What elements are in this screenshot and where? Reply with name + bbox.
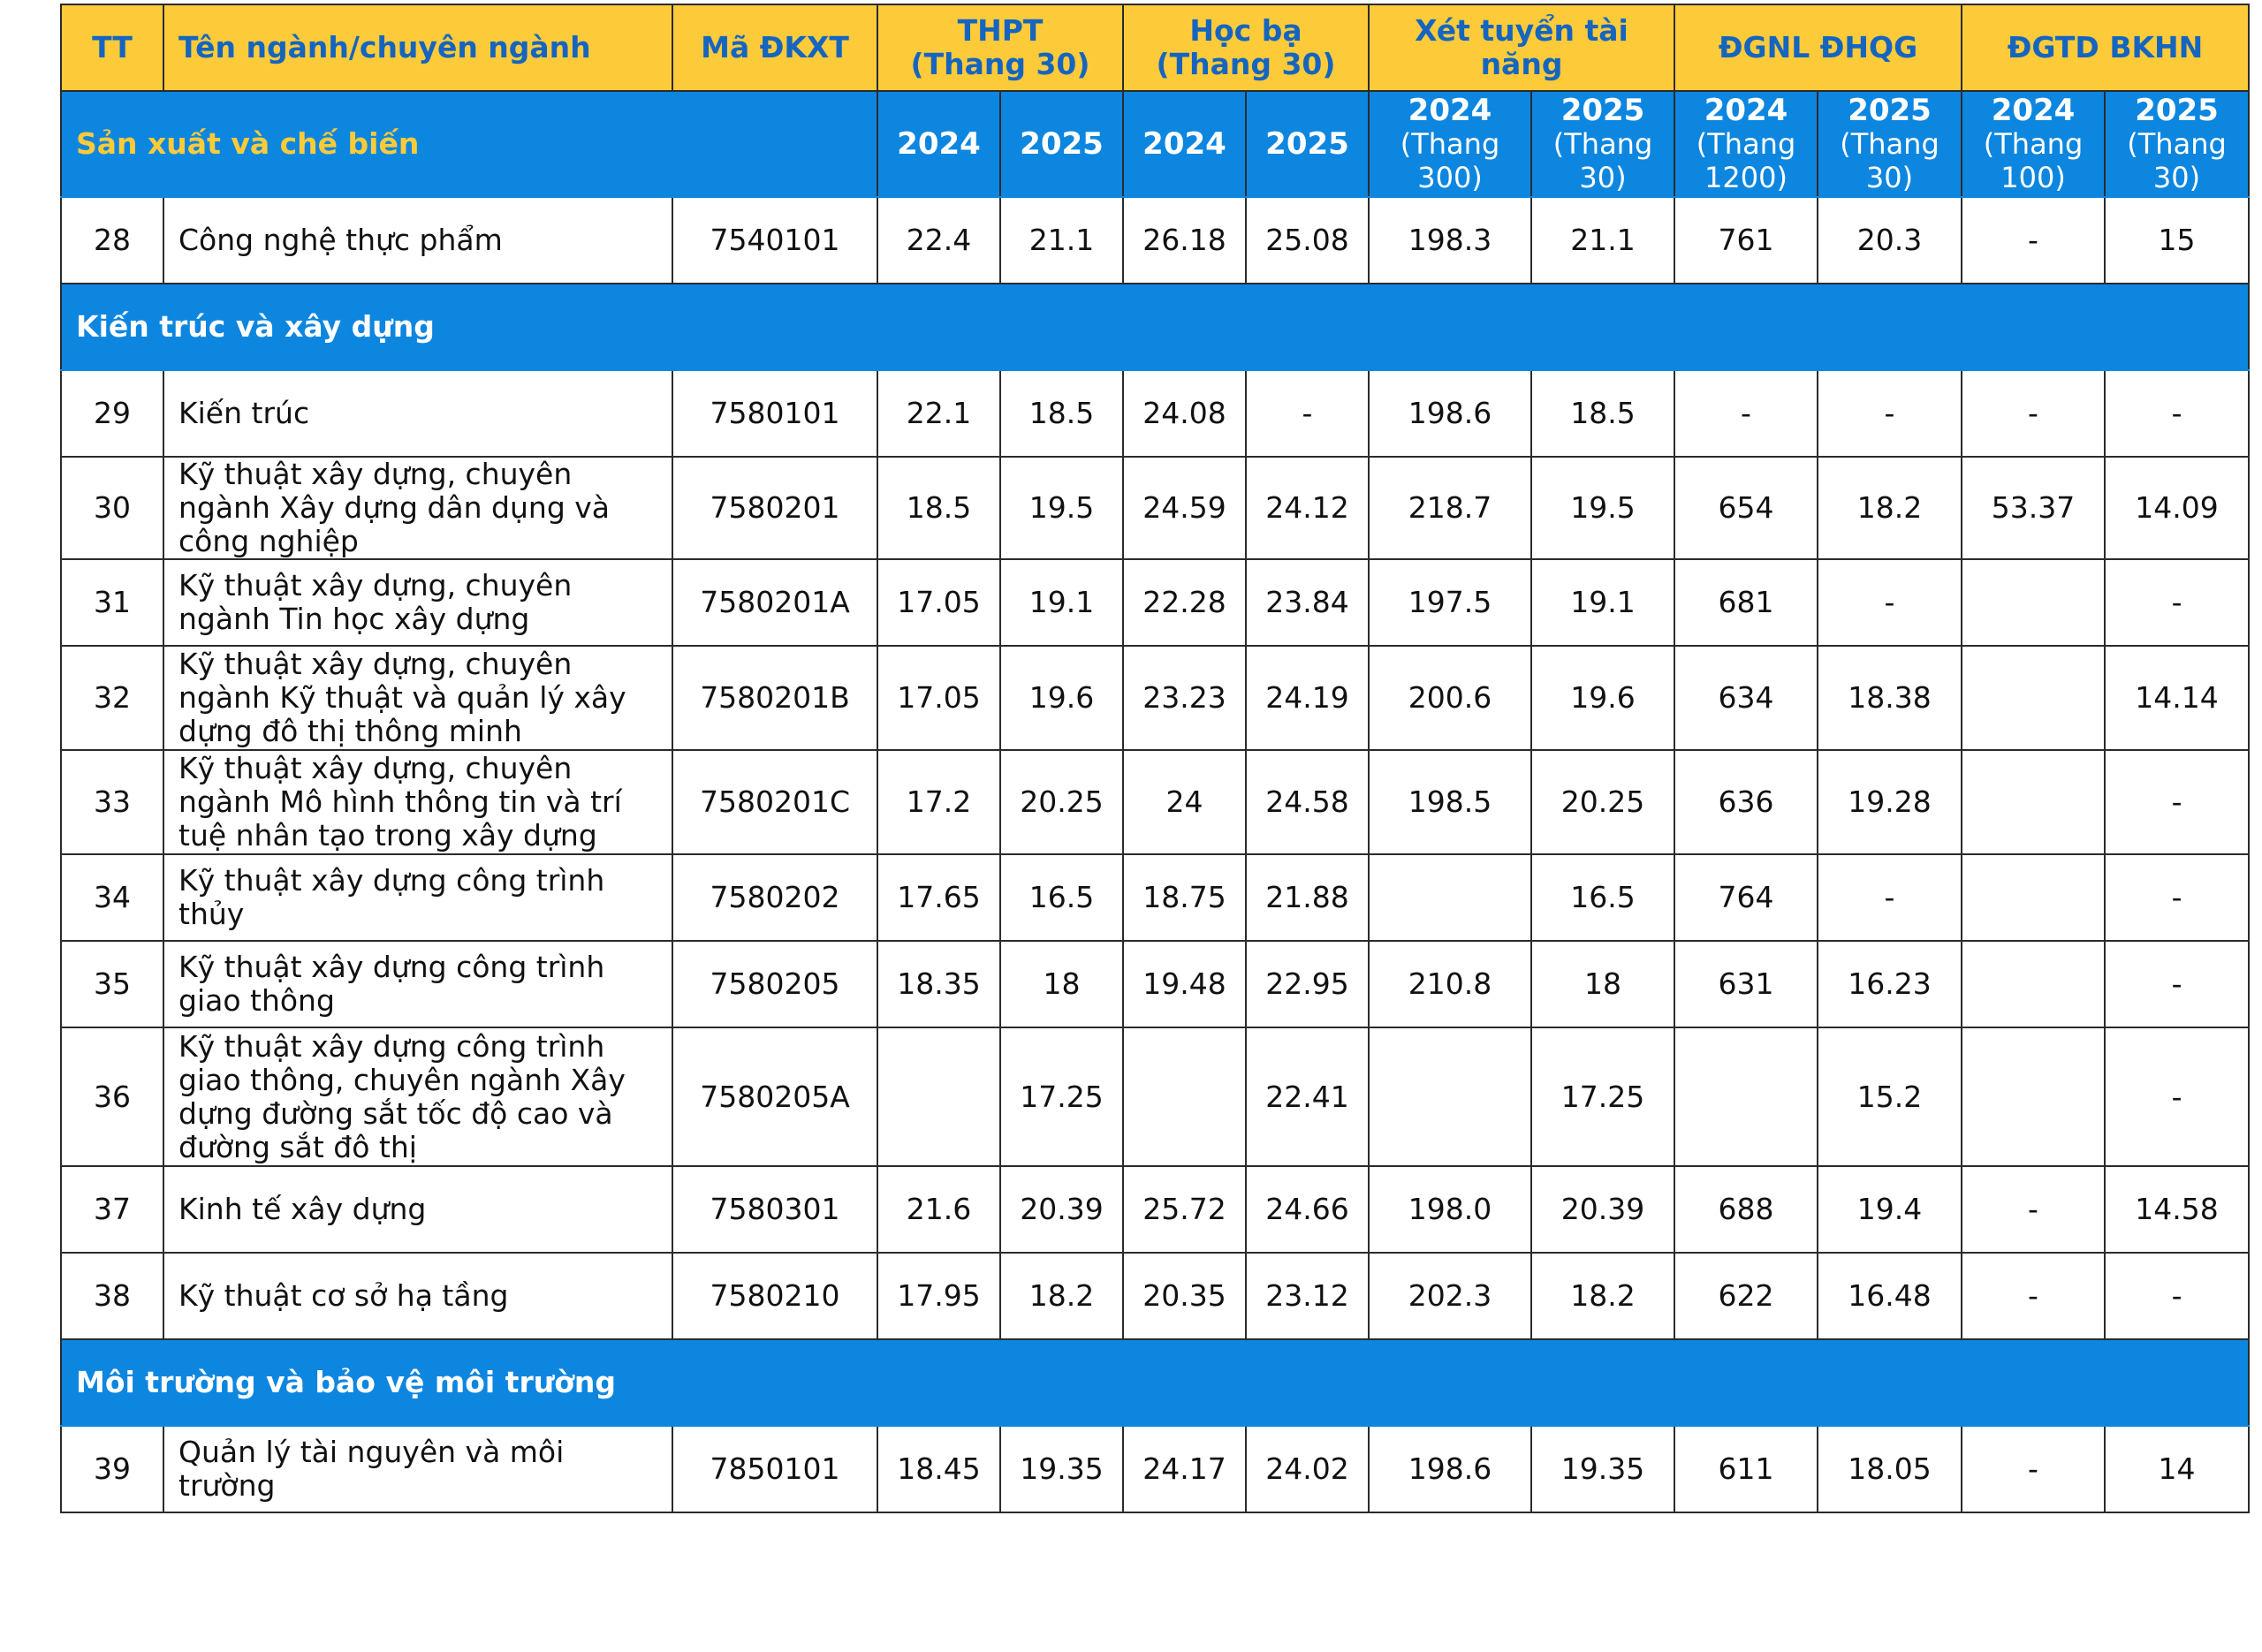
cell-score: 20.39 — [1000, 1166, 1123, 1253]
cell-code: 7580201A — [672, 559, 877, 646]
cell-score: 24.12 — [1246, 457, 1369, 559]
cell-code: 7580201C — [672, 750, 877, 854]
year-scale-cell: 2025 (Thang 30) — [1531, 91, 1674, 197]
cell-score: 16.5 — [1531, 854, 1674, 941]
col-thpt: THPT (Thang 30) — [877, 4, 1123, 91]
cell-score: 15.2 — [1818, 1027, 1962, 1166]
year-cell: 2024 — [1123, 91, 1246, 197]
cell-score: 16.23 — [1818, 941, 1962, 1027]
year-scale-cell: 2025 (Thang 30) — [1818, 91, 1962, 197]
cell-score: 681 — [1674, 559, 1818, 646]
cell-score — [877, 1027, 1000, 1166]
cell-score: 24.66 — [1246, 1166, 1369, 1253]
cell-score: 19.35 — [1531, 1426, 1674, 1512]
cell-score: 21.6 — [877, 1166, 1000, 1253]
year-scale-cell: 2025 (Thang 30) — [2105, 91, 2249, 197]
cell-score — [1123, 1027, 1246, 1166]
cell-score: 18.2 — [1818, 457, 1962, 559]
cell-score: 53.37 — [1962, 457, 2105, 559]
cell-score: 24.59 — [1123, 457, 1246, 559]
section-row — [61, 284, 2249, 370]
cell-score: 17.25 — [1000, 1027, 1123, 1166]
cell-score: - — [2105, 941, 2249, 1027]
cell-score: 18.2 — [1000, 1253, 1123, 1339]
cell-tt: 31 — [61, 559, 163, 646]
cell-score: 16.48 — [1818, 1253, 1962, 1339]
col-name: Tên ngành/chuyên ngành — [163, 4, 672, 91]
cell-score: - — [2105, 750, 2249, 854]
year-cell: 2025 — [1246, 91, 1369, 197]
table-row — [61, 559, 2249, 646]
cell-score: 19.6 — [1531, 646, 1674, 750]
cell-score: 21.1 — [1000, 197, 1123, 284]
cell-score: 24.17 — [1123, 1426, 1246, 1512]
subheader-blank — [672, 91, 877, 197]
cell-score: 14.09 — [2105, 457, 2249, 559]
cell-score: - — [2105, 370, 2249, 457]
cell-score: - — [1962, 1166, 2105, 1253]
cell-score: 19.28 — [1818, 750, 1962, 854]
cell-score — [1962, 559, 2105, 646]
cell-score: 23.12 — [1246, 1253, 1369, 1339]
table-row — [61, 197, 2249, 284]
cell-tt: 30 — [61, 457, 163, 559]
cell-code: 7580210 — [672, 1253, 877, 1339]
cell-major-name: Công nghệ thực phẩm — [163, 197, 672, 284]
cell-score: 22.41 — [1246, 1027, 1369, 1166]
cell-tt: 32 — [61, 646, 163, 750]
cell-score: 22.95 — [1246, 941, 1369, 1027]
table-row — [61, 1027, 2249, 1166]
section-production: Sản xuất và chế biến — [61, 91, 672, 197]
col-dgtd: ĐGTD BKHN — [1962, 4, 2249, 91]
cell-code: 7580301 — [672, 1166, 877, 1253]
cell-score: 26.18 — [1123, 197, 1246, 284]
cell-score: 210.8 — [1369, 941, 1531, 1027]
cell-score: 19.1 — [1000, 559, 1123, 646]
cell-score: 18.5 — [877, 457, 1000, 559]
cell-code: 7580201 — [672, 457, 877, 559]
cell-score: 23.84 — [1246, 559, 1369, 646]
table-row — [61, 457, 2249, 559]
cell-tt: 38 — [61, 1253, 163, 1339]
cell-score: 22.1 — [877, 370, 1000, 457]
cell-major-name: Quản lý tài nguyên và môi trường — [163, 1426, 672, 1512]
cell-score: - — [1962, 370, 2105, 457]
cell-score: 18.35 — [877, 941, 1000, 1027]
year-cell: 2025 — [1000, 91, 1123, 197]
cell-score: 20.35 — [1123, 1253, 1246, 1339]
cell-score — [1962, 750, 2105, 854]
cell-score: 14.14 — [2105, 646, 2249, 750]
cell-code: 7580202 — [672, 854, 877, 941]
cell-score: 761 — [1674, 197, 1818, 284]
cell-score: 20.39 — [1531, 1166, 1674, 1253]
cell-score: 24.58 — [1246, 750, 1369, 854]
cell-tt: 34 — [61, 854, 163, 941]
table-row — [61, 646, 2249, 750]
cell-score: 634 — [1674, 646, 1818, 750]
year-scale-cell: 2024 (Thang 1200) — [1674, 91, 1818, 197]
cell-major-name: Kỹ thuật xây dựng, chuyên ngành Xây dựng dân dụng và công nghiệp — [163, 457, 672, 559]
cell-score: 17.05 — [877, 646, 1000, 750]
cell-score: 17.95 — [877, 1253, 1000, 1339]
cell-score: 18 — [1531, 941, 1674, 1027]
cell-score: 18 — [1000, 941, 1123, 1027]
cell-tt: 37 — [61, 1166, 163, 1253]
cell-score: 19.35 — [1000, 1426, 1123, 1512]
cell-score: - — [1818, 370, 1962, 457]
cell-tt: 35 — [61, 941, 163, 1027]
cell-tt: 39 — [61, 1426, 163, 1512]
cell-score: 25.08 — [1246, 197, 1369, 284]
cell-score — [1962, 1027, 2105, 1166]
section-row — [61, 1339, 2249, 1426]
cell-code: 7580201B — [672, 646, 877, 750]
cell-score: 20.25 — [1000, 750, 1123, 854]
cell-score: 20.25 — [1531, 750, 1674, 854]
table-row — [61, 941, 2249, 1027]
cell-score: 21.88 — [1246, 854, 1369, 941]
cell-major-name: Kỹ thuật xây dựng công trình thủy — [163, 854, 672, 941]
cell-score: 202.3 — [1369, 1253, 1531, 1339]
cell-score — [1962, 854, 2105, 941]
admission-score-table — [60, 4, 2250, 1513]
cell-major-name: Kỹ thuật xây dựng công trình giao thông, chuyên ngành Xây dựng đường sắt tốc độ cao và đường sắt đô thị — [163, 1027, 672, 1166]
col-tt: TT — [61, 4, 163, 91]
cell-score: 20.3 — [1818, 197, 1962, 284]
cell-tt: 36 — [61, 1027, 163, 1166]
cell-score — [1962, 646, 2105, 750]
cell-tt: 28 — [61, 197, 163, 284]
cell-score: 17.25 — [1531, 1027, 1674, 1166]
cell-score — [1962, 941, 2105, 1027]
year-scale-cell: 2024 (Thang 100) — [1962, 91, 2105, 197]
cell-major-name: Kiến trúc — [163, 370, 672, 457]
cell-score: - — [1818, 559, 1962, 646]
cell-score: 14.58 — [2105, 1166, 2249, 1253]
table-row — [61, 1426, 2249, 1512]
cell-score — [1674, 1027, 1818, 1166]
section-title: Kiến trúc và xây dựng — [61, 284, 2249, 370]
cell-score: 622 — [1674, 1253, 1818, 1339]
cell-major-name: Kinh tế xây dựng — [163, 1166, 672, 1253]
table-row — [61, 1166, 2249, 1253]
cell-major-name: Kỹ thuật cơ sở hạ tầng — [163, 1253, 672, 1339]
section-title: Môi trường và bảo vệ môi trường — [61, 1339, 2249, 1426]
cell-score: 197.5 — [1369, 559, 1531, 646]
cell-major-name: Kỹ thuật xây dựng, chuyên ngành Tin học xây dựng — [163, 559, 672, 646]
cell-score: 764 — [1674, 854, 1818, 941]
cell-code: 7580205 — [672, 941, 877, 1027]
cell-score: 18.05 — [1818, 1426, 1962, 1512]
cell-score: 198.6 — [1369, 370, 1531, 457]
year-cell: 2024 — [877, 91, 1000, 197]
cell-score: 17.2 — [877, 750, 1000, 854]
cell-score: 198.3 — [1369, 197, 1531, 284]
cell-score: 15 — [2105, 197, 2249, 284]
cell-score: 18.75 — [1123, 854, 1246, 941]
cell-score: 18.5 — [1000, 370, 1123, 457]
cell-code: 7540101 — [672, 197, 877, 284]
cell-score: - — [2105, 1253, 2249, 1339]
year-scale-cell: 2024 (Thang 300) — [1369, 91, 1531, 197]
col-code: Mã ĐKXT — [672, 4, 877, 91]
cell-score: 17.05 — [877, 559, 1000, 646]
table-row — [61, 854, 2249, 941]
col-hocba: Học bạ (Thang 30) — [1123, 4, 1369, 91]
cell-score: 218.7 — [1369, 457, 1531, 559]
cell-score: - — [1818, 854, 1962, 941]
cell-score: - — [1246, 370, 1369, 457]
cell-score: 19.4 — [1818, 1166, 1962, 1253]
cell-score: 200.6 — [1369, 646, 1531, 750]
cell-score: 21.1 — [1531, 197, 1674, 284]
cell-score: 631 — [1674, 941, 1818, 1027]
table-row — [61, 750, 2249, 854]
cell-score: 16.5 — [1000, 854, 1123, 941]
cell-score: 25.72 — [1123, 1166, 1246, 1253]
header-row — [61, 4, 2249, 91]
table-row — [61, 370, 2249, 457]
cell-score: 19.5 — [1000, 457, 1123, 559]
cell-score: 14 — [2105, 1426, 2249, 1512]
cell-score: 19.1 — [1531, 559, 1674, 646]
cell-major-name: Kỹ thuật xây dựng, chuyên ngành Mô hình thông tin và trí tuệ nhân tạo trong xây dựng — [163, 750, 672, 854]
cell-score: 18.2 — [1531, 1253, 1674, 1339]
col-talent: Xét tuyển tài năng — [1369, 4, 1674, 91]
cell-score — [1369, 854, 1531, 941]
cell-score: 24 — [1123, 750, 1246, 854]
cell-score: - — [1962, 1426, 2105, 1512]
cell-tt: 33 — [61, 750, 163, 854]
cell-code: 7580205A — [672, 1027, 877, 1166]
subheader-row — [61, 91, 2249, 197]
cell-score — [1369, 1027, 1531, 1166]
cell-score: 24.02 — [1246, 1426, 1369, 1512]
cell-code: 7580101 — [672, 370, 877, 457]
cell-score: 22.4 — [877, 197, 1000, 284]
cell-score: - — [2105, 854, 2249, 941]
cell-score: 19.48 — [1123, 941, 1246, 1027]
cell-score: 198.0 — [1369, 1166, 1531, 1253]
cell-major-name: Kỹ thuật xây dựng, chuyên ngành Kỹ thuật và quản lý xây dựng đô thị thông minh — [163, 646, 672, 750]
cell-score: 24.19 — [1246, 646, 1369, 750]
cell-score: 18.45 — [877, 1426, 1000, 1512]
cell-score: - — [1962, 197, 2105, 284]
cell-score: 18.5 — [1531, 370, 1674, 457]
cell-score: 198.6 — [1369, 1426, 1531, 1512]
cell-score: 18.38 — [1818, 646, 1962, 750]
cell-score: 198.5 — [1369, 750, 1531, 854]
cell-score: 636 — [1674, 750, 1818, 854]
cell-major-name: Kỹ thuật xây dựng công trình giao thông — [163, 941, 672, 1027]
cell-score: 688 — [1674, 1166, 1818, 1253]
cell-score: 24.08 — [1123, 370, 1246, 457]
cell-score: 19.6 — [1000, 646, 1123, 750]
cell-code: 7850101 — [672, 1426, 877, 1512]
cell-score: - — [1674, 370, 1818, 457]
cell-score: 654 — [1674, 457, 1818, 559]
cell-score: 19.5 — [1531, 457, 1674, 559]
col-dgnl: ĐGNL ĐHQG — [1674, 4, 1962, 91]
cell-score: 611 — [1674, 1426, 1818, 1512]
cell-score: - — [1962, 1253, 2105, 1339]
cell-score: 17.65 — [877, 854, 1000, 941]
cell-score: 23.23 — [1123, 646, 1246, 750]
table-row — [61, 1253, 2249, 1339]
cell-score: - — [2105, 1027, 2249, 1166]
cell-tt: 29 — [61, 370, 163, 457]
cell-score: - — [2105, 559, 2249, 646]
cell-score: 22.28 — [1123, 559, 1246, 646]
